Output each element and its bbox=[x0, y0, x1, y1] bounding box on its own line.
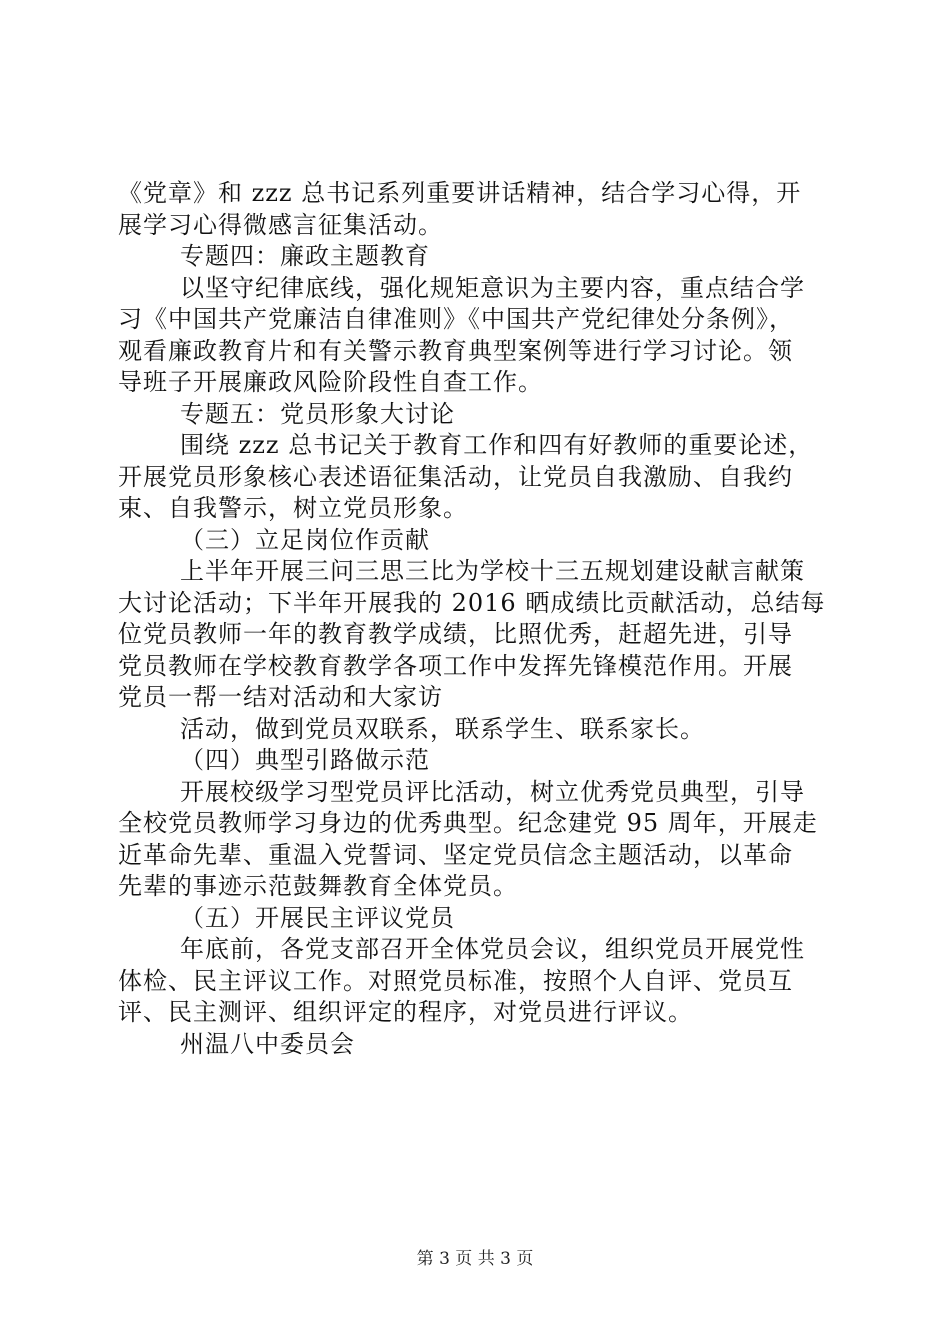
text-line: 评、民主测评、组织评定的程序，对党员进行评议。 bbox=[118, 998, 693, 1026]
text-line: 束、自我警示，树立党员形象。 bbox=[118, 494, 468, 522]
text-line: 导班子开展廉政风险阶段性自查工作。 bbox=[118, 368, 543, 396]
text-line: 近革命先辈、重温入党誓词、坚定党员信念主题活动，以革命 bbox=[118, 840, 793, 869]
document-body bbox=[118, 178, 838, 1060]
text-line: 党员一帮一结对活动和大家访 bbox=[118, 683, 443, 711]
text-line: 以坚守纪律底线，强化规矩意识为主要内容，重点结合学 bbox=[180, 273, 805, 302]
text-line: 围绕 zzz 总书记关于教育工作和四有好教师的重要论述， bbox=[180, 431, 814, 459]
page-footer: 第 3 页 共 3 页 bbox=[416, 1249, 534, 1269]
text-line: 体检、民主评议工作。对照党员标准，按照个人自评、党员互 bbox=[118, 966, 793, 995]
text-line: 上半年开展三问三思三比为学校十三五规划建设献言献策 bbox=[180, 557, 805, 585]
text-line: （五）开展民主评议党员 bbox=[180, 903, 455, 932]
text-line: 专题四：廉政主题教育 bbox=[180, 242, 430, 270]
text-line: （三）立足岗位作贡献 bbox=[180, 525, 430, 554]
text-line: 州温八中委员会 bbox=[180, 1029, 355, 1058]
text-line: 大讨论活动；下半年开展我的 2016 晒成绩比贡献活动，总结每 bbox=[118, 588, 826, 617]
text-line: 全校党员教师学习身边的优秀典型。纪念建党 95 周年，开展走 bbox=[118, 809, 818, 837]
text-line: 观看廉政教育片和有关警示教育典型案例等进行学习讨论。领 bbox=[118, 336, 793, 365]
text-line: 位党员教师一年的教育教学成绩，比照优秀，赶超先进，引导 bbox=[118, 620, 793, 648]
text-line: 党员教师在学校教育教学各项工作中发挥先锋模范作用。开展 bbox=[118, 651, 793, 680]
text-line: 活动，做到党员双联系，联系学生、联系家长。 bbox=[180, 714, 705, 743]
text-line: 开展校级学习型党员评比活动，树立优秀党员典型，引导 bbox=[180, 777, 805, 806]
text-line: 《党章》和 zzz 总书记系列重要讲话精神，结合学习心得，开 bbox=[118, 179, 802, 207]
text-line: 开展党员形象核心表述语征集活动，让党员自我激励、自我约 bbox=[118, 462, 793, 491]
text-line: 习《中国共产党廉洁自律准则》《中国共产党纪律处分条例》， bbox=[118, 305, 794, 333]
text-line: （四）典型引路做示范 bbox=[180, 746, 430, 774]
text-line: 专题五：党员形象大讨论 bbox=[180, 399, 455, 428]
text-line: 年底前，各党支部召开全体党员会议，组织党员开展党性 bbox=[180, 935, 805, 963]
text-line: 先辈的事迹示范鼓舞教育全体党员。 bbox=[118, 872, 518, 900]
text-line: 展学习心得微感言征集活动。 bbox=[118, 210, 443, 239]
